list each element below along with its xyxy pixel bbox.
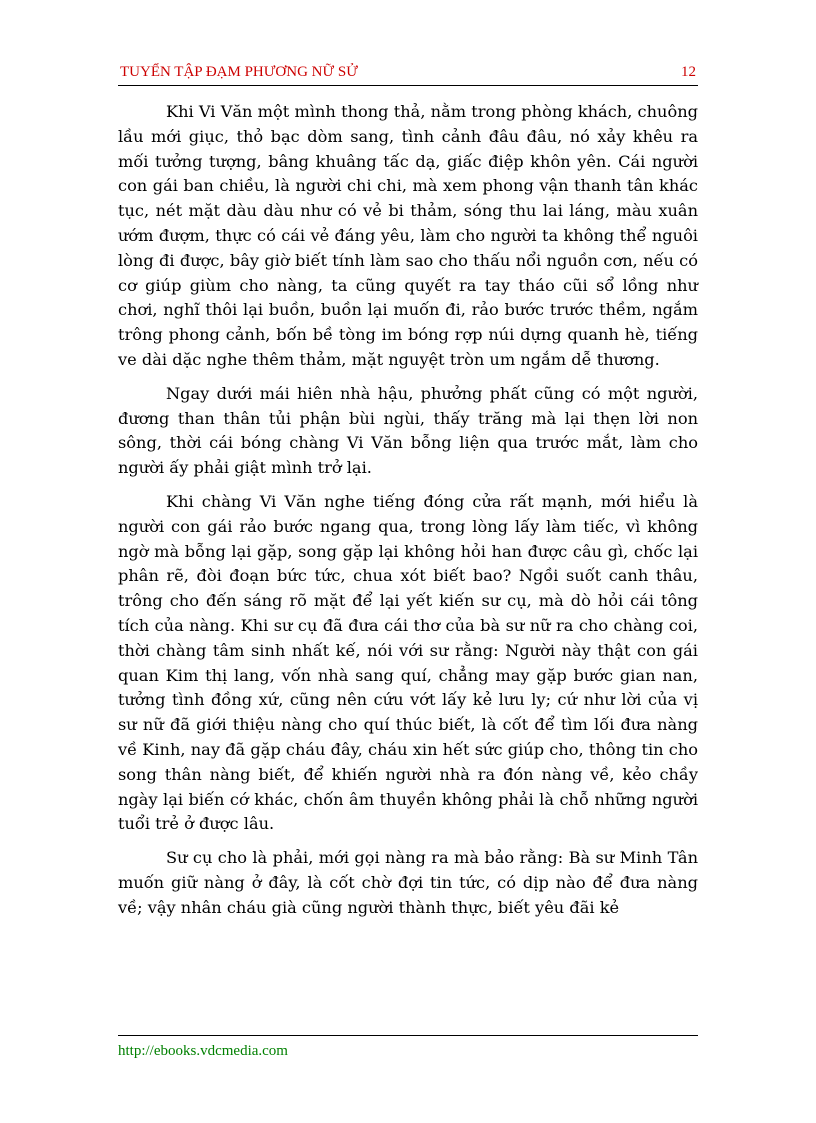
- header-divider: [118, 85, 698, 86]
- page-header: [118, 62, 698, 84]
- page-body: [118, 100, 698, 930]
- paragraph: Khi chàng Vi Văn nghe tiếng đóng cửa rất mạnh, mới hiểu là người con gái rảo bước ngang qua, trong lòng lấy làm tiếc, vì không ngờ mà bỗng lại gặp, song gặp lại không hỏi han được câu gì, chốc lại phân rẽ, đòi đoạn bức tức, chua xót biết bao? Ngồi suốt canh thâu, trông cho đến sáng rõ mặt để lại yết kiến sư cụ, mà dò hỏi cái tông tích của nàng. Khi sư cụ đã đưa cái thơ của bà sư nữ ra cho chàng coi, thời chàng tâm sinh nhất kế, nói với sư rằng: Người này thật con gái quan Kim thị lang, vốn nhà sang quí, chẳng may gặp bước gian nan, tưởng tình đồng xứ, cũng nên cứu vớt lấy kẻ lưu ly; cứ như lời của vị sư nữ đã giới thiệu nàng cho quí thúc biết, là cốt để tìm lối đưa nàng về Kinh, nay đã gặp cháu đây, cháu xin hết sức giúp cho, thông tin cho song thân nàng biết, để khiến người nhà ra đón nàng về, kẻo chầy ngày lại biến cớ khác, chốn âm thuyền không phải là chỗ những người tuổi trẻ ở được lâu.: [118, 491, 698, 834]
- footer-link[interactable]: http://ebooks.vdcmedia.com: [118, 1043, 288, 1059]
- book-title: TUYỂN TẬP ĐẠM PHƯƠNG NỮ SỬ: [120, 64, 358, 80]
- paragraph: Khi Vi Văn một mình thong thả, nằm trong phòng khách, chuông lầu mới giục, thỏ bạc dòm sang, tình cảnh đâu đâu, nó xảy khêu ra mối tưởng tượng, bâng khuâng tấc dạ, giấc điệp khôn yên. Cái người con gái ban chiều, là người chi chi, mà xem phong vận thanh tân khác tục, nét mặt dàu dàu như có vẻ bi thảm, sóng thu lai láng, màu xuân ướm đượm, thực có cái vẻ đáng yêu, làm cho người ta không thể nguôi lòng đi được, bây giờ biết tính làm sao cho thấu nổi nguồn cơn, nếu có cơ giúp giùm cho nàng, ta cũng quyết ra tay tháo cũi sổ lồng như chơi, nghĩ thôi lại buồn, buồn lại muốn đi, rảo bước trước thềm, ngắm trông phong cảnh, bốn bề tòng im bóng rợp núi dựng quanh hè, tiếng ve dài dặc nghe thêm thảm, mặt nguyệt tròn um ngắm dễ thương.: [118, 102, 698, 369]
- page-number: 12: [681, 64, 696, 80]
- paragraph: Ngay dưới mái hiên nhà hậu, phưởng phất cũng có một người, đương than thân tủi phận bùi ngùi, thấy trăng mà lại thẹn lời non sông, thời cái bóng chàng Vi Văn bỗng liện qua trước mắt, làm cho người ấy phải giật mình trở lại.: [118, 383, 698, 478]
- paragraph: Sư cụ cho là phải, mới gọi nàng ra mà bảo rằng: Bà sư Minh Tân muốn giữ nàng ở đây, là cốt chờ đợi tin tức, có dịp nào để đưa nàng về; vậy nhân cháu già cũng người thành thực, biết yêu đãi kẻ: [118, 848, 698, 917]
- footer-divider: [118, 1035, 698, 1036]
